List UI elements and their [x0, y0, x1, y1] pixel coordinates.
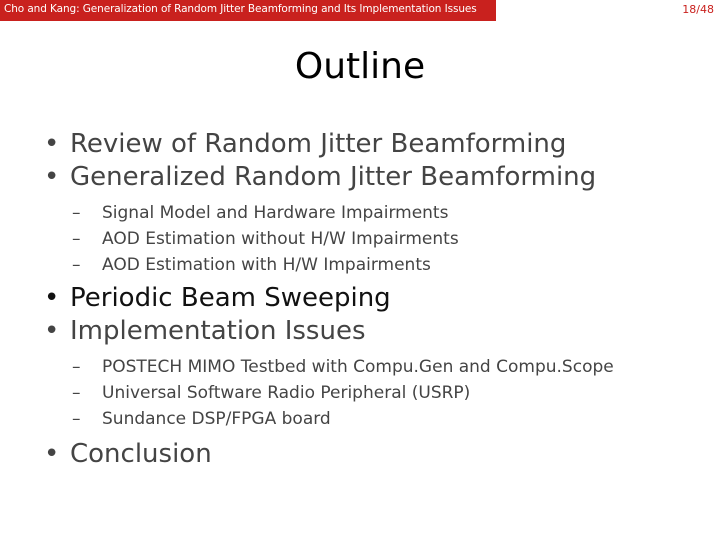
bullet-mark: • [44, 283, 60, 313]
bullet-mark: • [44, 162, 60, 192]
outline-subitem-label: AOD Estimation without H/W Impairments [102, 229, 459, 249]
outline-item-label: Implementation Issues [70, 316, 366, 346]
dash-mark: – [72, 203, 81, 223]
header-title-box [0, 0, 496, 21]
outline-subitem-label: POSTECH MIMO Testbed with Compu.Gen and Compu.Scope [102, 357, 614, 377]
dash-mark: – [72, 357, 81, 377]
slide-title: Outline [294, 46, 426, 87]
outline-subitem-label: Signal Model and Hardware Impairments [102, 203, 449, 223]
bullet-mark: • [44, 439, 60, 469]
outline-subitem-label: Universal Software Radio Peripheral (USRP) [102, 383, 471, 403]
bullet-mark: • [44, 129, 60, 159]
outline-item-label: Periodic Beam Sweeping [70, 283, 391, 313]
outline-subitem-label: Sundance DSP/FPGA board [102, 409, 331, 429]
bullet-mark: • [44, 316, 60, 346]
dash-mark: – [72, 255, 81, 275]
outline-item-label: Generalized Random Jitter Beamforming [70, 162, 597, 192]
outline-subitem-label: AOD Estimation with H/W Impairments [102, 255, 431, 275]
dash-mark: – [72, 409, 81, 429]
outline-item-label: Review of Random Jitter Beamforming [70, 129, 567, 159]
dash-mark: – [72, 229, 81, 249]
dash-mark: – [72, 383, 81, 403]
outline-item-label: Conclusion [70, 439, 212, 469]
header-bar [0, 0, 720, 21]
page-number: 18/48 [682, 3, 714, 16]
header-title: Cho and Kang: Generalization of Random Jitter Beamforming and Its Implementation Issues [4, 3, 477, 15]
